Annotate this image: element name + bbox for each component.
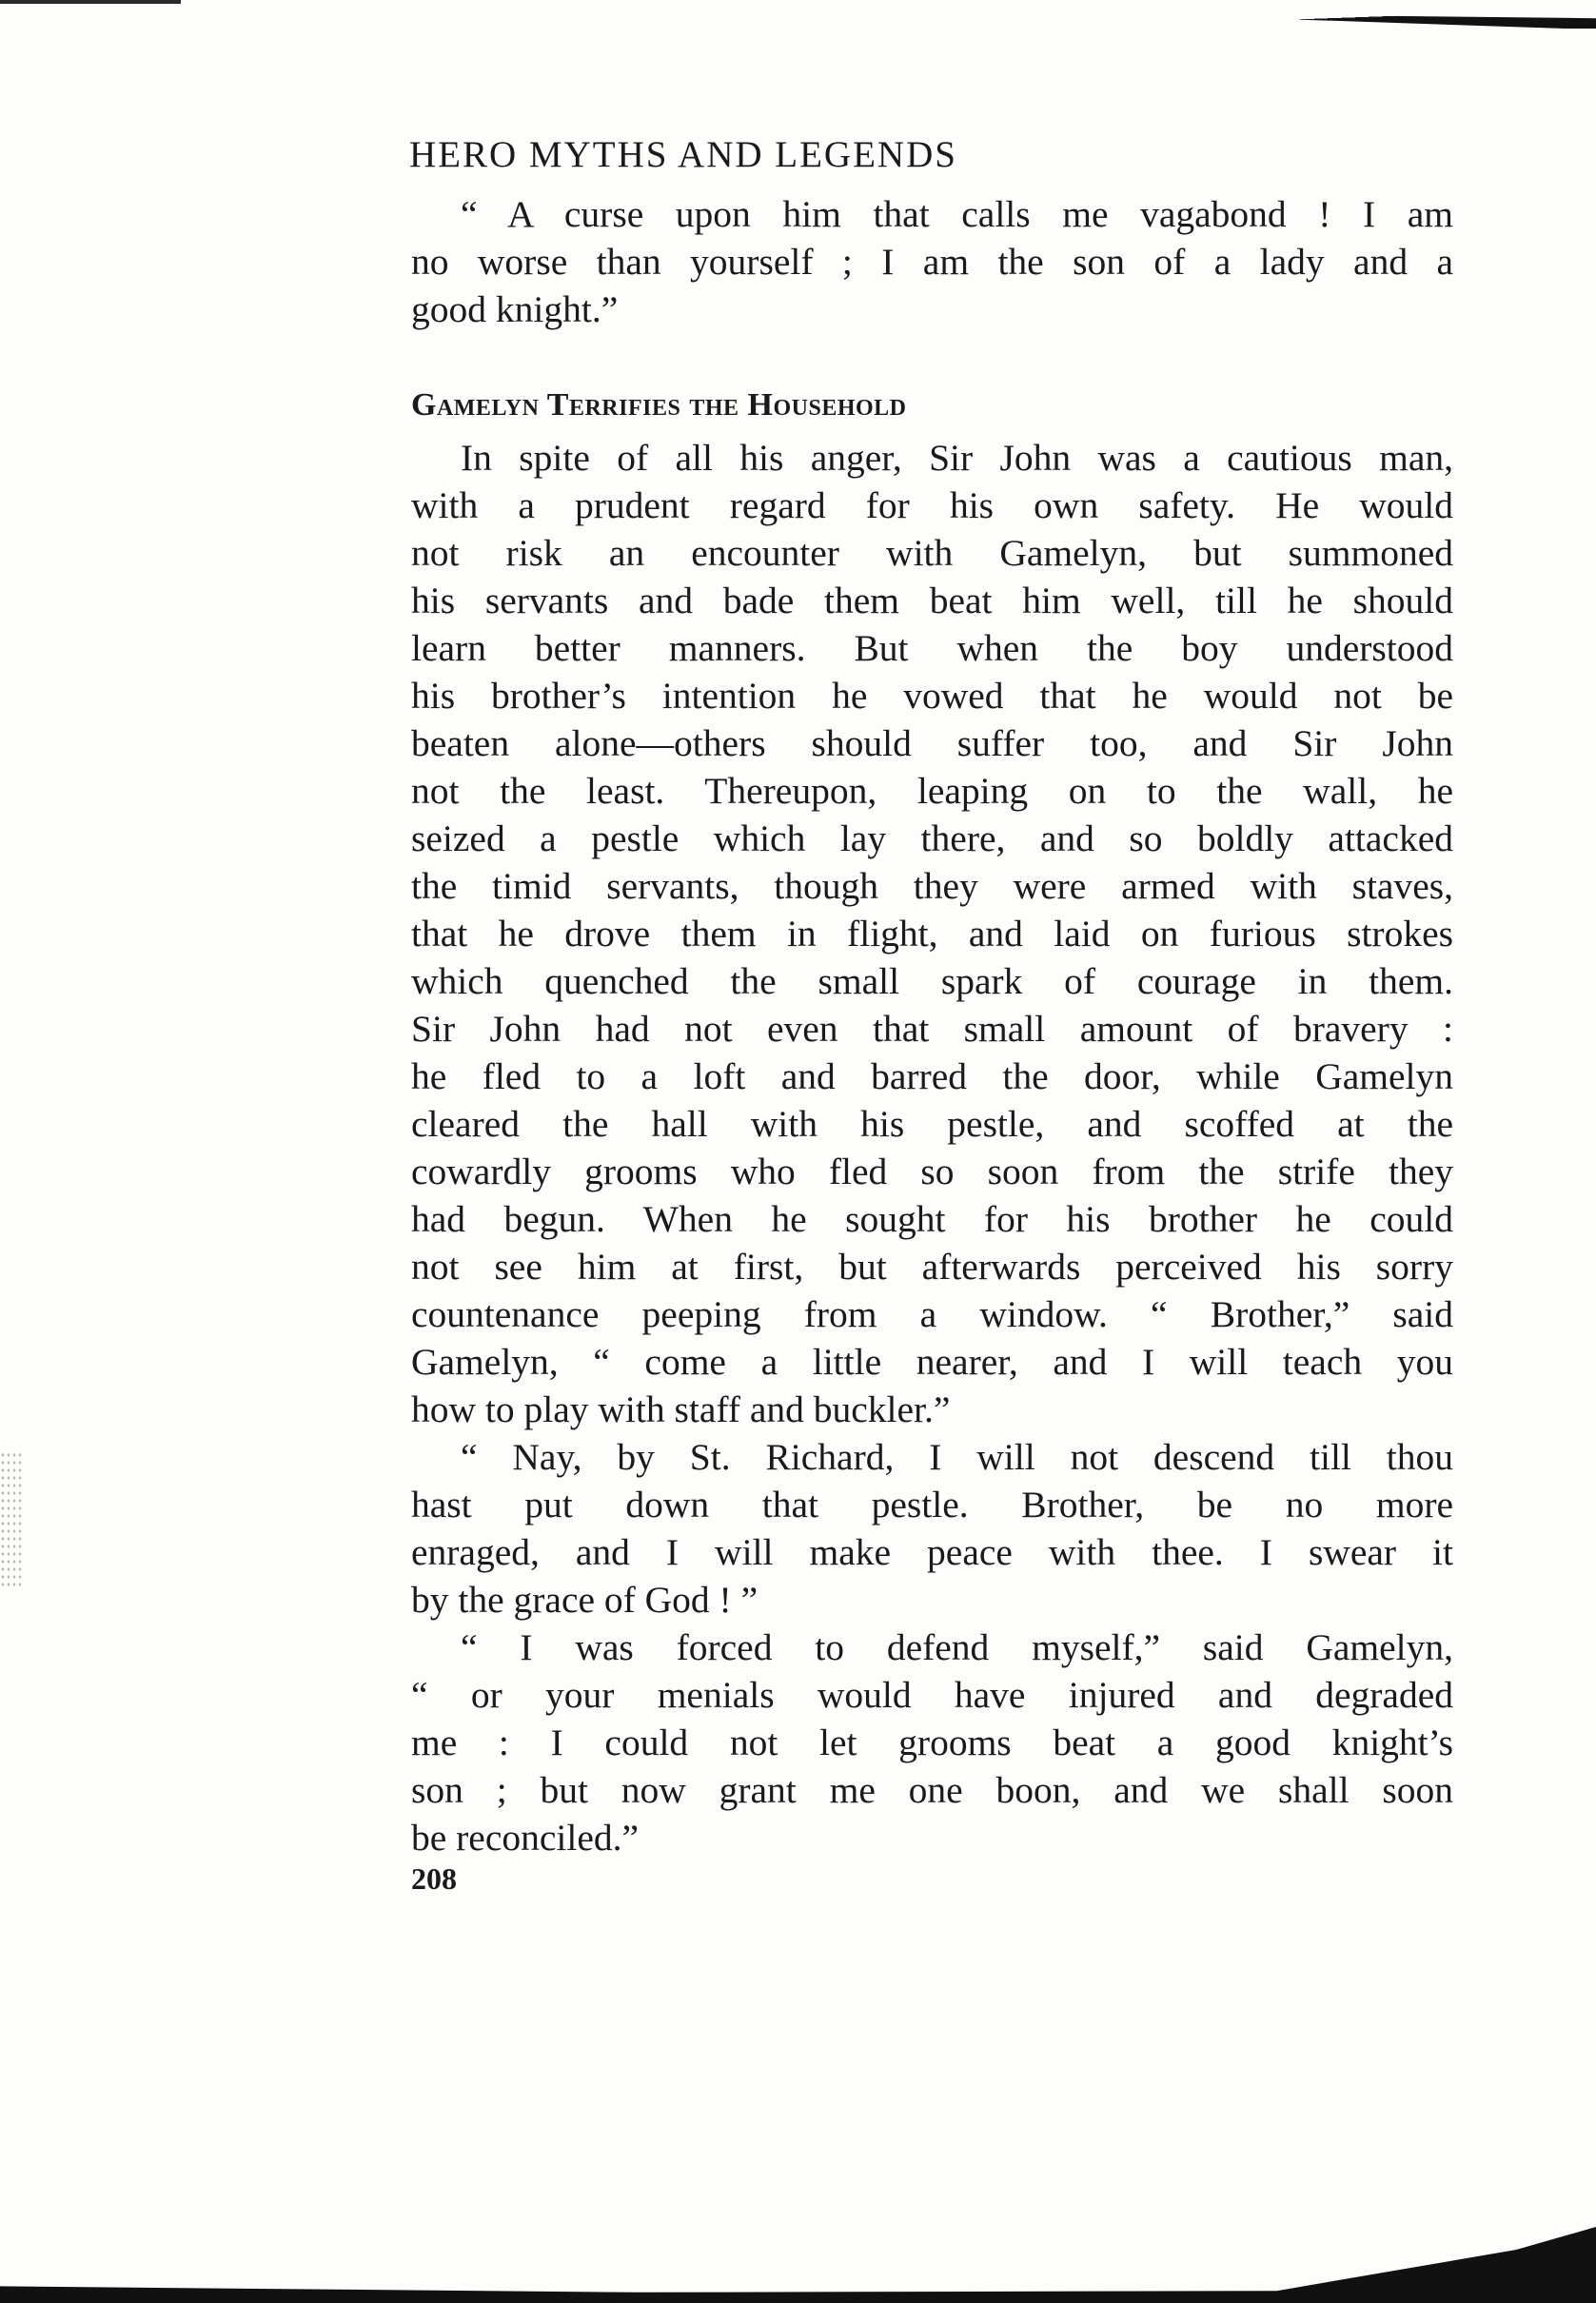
text-line: In spite of all his anger, Sir John was a cautious man, — [461, 437, 1453, 479]
text-line: beaten alone—others should suffer too, and Sir John — [411, 722, 1453, 764]
text-line: seized a pestle which lay there, and so boldly attacked — [411, 817, 1453, 859]
text-line: enraged, and I will make peace with thee. I swear it — [411, 1531, 1453, 1573]
scan-edge-top-right — [1285, 11, 1596, 29]
text-line: the timid servants, though they were armed with staves, — [411, 865, 1453, 907]
text-line: me : I could not let grooms beat a good knight’s — [411, 1722, 1453, 1763]
text-line: not the least. Thereupon, leaping on to the wall, he — [411, 770, 1453, 812]
scan-edge-bottom — [0, 2227, 1596, 2303]
text-line: Sir John had not even that small amount of bravery : — [411, 1008, 1453, 1050]
text-line: by the grace of God ! ” — [411, 1579, 759, 1621]
body-text — [411, 190, 1453, 1898]
text-line: with a prudent regard for his own safety. He would — [411, 484, 1453, 526]
page-number: 208 — [411, 1861, 457, 1896]
text-line: which quenched the small spark of courage in them. — [411, 960, 1453, 1002]
scan-edge-top-left — [0, 0, 181, 4]
text-line: good knight.” — [411, 288, 619, 330]
section-heading: Gamelyn Terrifies the Household — [411, 387, 907, 423]
text-line: learn better manners. But when the boy understood — [411, 627, 1453, 669]
text-line: that he drove them in flight, and laid on furious strokes — [411, 913, 1453, 955]
text-line: Gamelyn, “ come a little nearer, and I will teach you — [411, 1341, 1453, 1383]
text-line: “ A curse upon him that calls me vagabond ! I am — [461, 193, 1453, 235]
text-line: cleared the hall with his pestle, and scoffed at the — [411, 1103, 1453, 1145]
text-line: hast put down that pestle. Brother, be no more — [411, 1484, 1453, 1525]
text-line: “ I was forced to defend myself,” said Gamelyn, — [461, 1626, 1453, 1668]
text-line: countenance peeping from a window. “ Brother,” said — [411, 1293, 1453, 1335]
text-line: he fled to a loft and barred the door, while Gamelyn — [411, 1055, 1453, 1097]
running-header: HERO MYTHS AND LEGENDS — [409, 134, 957, 175]
text-line: son ; but now grant me one boon, and we shall soon — [411, 1769, 1453, 1811]
text-line: “ Nay, by St. Richard, I will not descend till thou — [461, 1436, 1453, 1478]
text-line: his servants and bade them beat him well, till he should — [411, 580, 1453, 621]
text-line: cowardly grooms who fled so soon from the strife they — [411, 1151, 1453, 1192]
text-line: not see him at first, but afterwards perceived his sorry — [411, 1246, 1453, 1288]
text-line: his brother’s intention he vowed that he would not be — [411, 675, 1453, 717]
text-line: how to play with staff and buckler.” — [411, 1388, 951, 1430]
text-line: be reconciled.” — [411, 1817, 640, 1859]
scan-speckle — [0, 1451, 21, 1589]
text-line: had begun. When he sought for his brother he could — [411, 1198, 1453, 1240]
text-line: “ or your menials would have injured and degraded — [411, 1674, 1453, 1716]
text-line: no worse than yourself ; I am the son of a lady and a — [411, 241, 1453, 283]
text-line: not risk an encounter with Gamelyn, but summoned — [411, 532, 1453, 574]
